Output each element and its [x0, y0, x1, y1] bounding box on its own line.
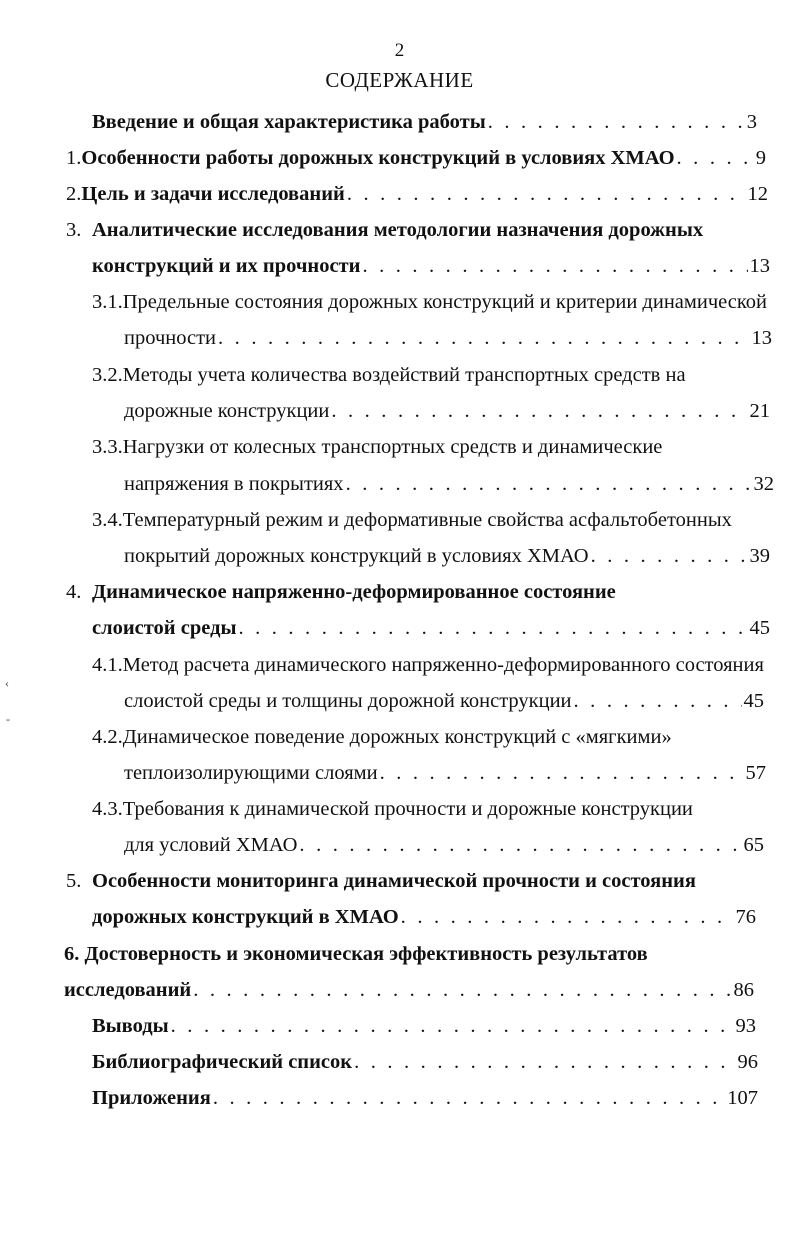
- toc-page-number: 13: [751, 327, 772, 349]
- toc-page-number: 39: [749, 545, 770, 567]
- leader-dots: [347, 180, 746, 208]
- leader-dots: [362, 252, 747, 280]
- toc-entry-text: напряжения в покрытиях: [124, 473, 344, 495]
- toc-entry-text: 3.1.Предельные состояния дорожных конструкций и критерии динамической: [92, 291, 767, 313]
- toc-entry-text: Введение и общая характеристика работы: [92, 111, 486, 133]
- toc-entry-section-3-4-continued[interactable]: [124, 542, 770, 570]
- toc-page-number: 13: [749, 255, 770, 277]
- toc-entry-text: 3.3.Нагрузки от колесных транспортных средств и динамические: [92, 436, 663, 458]
- toc-page-number: 3: [746, 111, 757, 133]
- chapter-number: 1.: [66, 147, 82, 169]
- toc-entry-text: 3.4.Температурный режим и деформативные свойства асфальтобетонных: [92, 509, 732, 531]
- toc-page-number: 93: [735, 1015, 756, 1037]
- toc-entry-section-4-1[interactable]: [92, 651, 764, 679]
- leader-dots: [488, 108, 745, 136]
- toc-entry-text: 4.2.Динамическое поведение дорожных конструкций с «мягкими»: [92, 726, 672, 748]
- leader-dots: [574, 687, 742, 715]
- leader-dots: [401, 903, 734, 931]
- toc-entry-chapter-5[interactable]: [66, 867, 696, 895]
- toc-entry-section-3-1-continued[interactable]: [124, 324, 772, 352]
- leader-dots: [354, 1048, 735, 1076]
- scan-artifact-mark: ‹: [5, 676, 9, 690]
- toc-entry-section-3-3[interactable]: [92, 433, 662, 461]
- toc-page-number: 107: [727, 1087, 758, 1109]
- toc-entry-text: исследований: [64, 979, 192, 1001]
- toc-entry-text: Особенности мониторинга динамической прочности и состояния: [92, 870, 696, 892]
- toc-entry-text: Особенности работы дорожных конструкций в условиях ХМАО: [81, 147, 675, 169]
- toc-entry-chapter-4[interactable]: [66, 578, 616, 606]
- toc-page-number: 76: [735, 906, 756, 928]
- chapter-number: 5.: [66, 870, 82, 892]
- toc-entry-chapter-3[interactable]: [66, 216, 703, 244]
- leader-dots: [218, 324, 749, 352]
- toc-page-number: 12: [747, 183, 768, 205]
- toc-entry-bibliography[interactable]: [92, 1048, 758, 1076]
- toc-page-number: 86: [733, 979, 754, 1001]
- toc-entry-conclusions[interactable]: [92, 1012, 756, 1040]
- toc-entry-chapter-5-continued[interactable]: [92, 903, 756, 931]
- leader-dots: [591, 542, 748, 570]
- leader-dots: [193, 976, 731, 1004]
- toc-entry-text: прочности: [124, 327, 217, 349]
- leader-dots: [677, 144, 754, 172]
- leader-dots: [213, 1084, 725, 1112]
- toc-page-number: 32: [753, 473, 774, 495]
- toc-page-number: 65: [743, 834, 764, 856]
- toc-page-number: 21: [749, 400, 770, 422]
- toc-entry-section-4-2[interactable]: [92, 723, 672, 751]
- toc-entry-text: Аналитические исследования методологии назначения дорожных: [92, 219, 704, 241]
- toc-entry-section-3-2[interactable]: [92, 361, 686, 389]
- toc-entry-text: дорожных конструкций в ХМАО: [92, 906, 399, 928]
- chapter-number: 3.: [66, 219, 82, 241]
- chapter-number: 4.: [66, 581, 82, 603]
- toc-entry-section-3-2-continued[interactable]: [124, 397, 770, 425]
- toc-entry-text: Библиографический список: [92, 1051, 353, 1073]
- toc-entry-text: Динамическое напряженно-деформированное состояние: [92, 581, 616, 603]
- toc-page-number: 45: [749, 617, 770, 639]
- toc-entry-section-3-4[interactable]: [92, 506, 732, 534]
- toc-entry-section-4-3-continued[interactable]: [124, 831, 764, 859]
- leader-dots: [171, 1012, 734, 1040]
- leader-dots: [299, 831, 741, 859]
- toc-entry-text: 3.2.Методы учета количества воздействий транспортных средств на: [92, 364, 686, 386]
- toc-entry-text: Выводы: [92, 1015, 169, 1037]
- toc-entry-text: для условий ХМАО: [124, 834, 298, 856]
- toc-page-number: 57: [745, 762, 766, 784]
- toc-entry-chapter-6-continued[interactable]: [64, 976, 754, 1004]
- toc-entry-chapter-3-continued[interactable]: [92, 252, 770, 280]
- toc-entry-text: слоистой среды и толщины дорожной конструкции: [124, 690, 572, 712]
- toc-entry-chapter-1[interactable]: [66, 144, 766, 172]
- leader-dots: [331, 397, 747, 425]
- toc-entry-chapter-6[interactable]: [64, 940, 648, 968]
- page-title: СОДЕРЖАНИЕ: [325, 68, 474, 92]
- toc-entry-section-4-3[interactable]: [92, 795, 693, 823]
- toc-entry-text: 4.3.Требования к динамической прочности и дорожные конструкции: [92, 798, 693, 820]
- toc-entry-text: теплоизолирующими слоями: [124, 762, 378, 784]
- toc-entry-text: 4.1.Метод расчета динамического напряженно-деформированного состояния: [92, 654, 764, 676]
- toc-entry-section-3-3-continued[interactable]: [124, 470, 774, 498]
- toc-entry-text: дорожные конструкции: [124, 400, 330, 422]
- toc-entry-text: 6. Достоверность и экономическая эффективность результатов: [64, 943, 648, 965]
- toc-entry-text: конструкций и их прочности: [92, 255, 361, 277]
- toc-entry-introduction[interactable]: [92, 108, 757, 136]
- toc-page-number: 96: [737, 1051, 758, 1073]
- toc-entry-text: покрытий дорожных конструкций в условиях ХМАО: [124, 545, 589, 567]
- toc-entry-chapter-4-continued[interactable]: [92, 614, 770, 642]
- toc-page-number: 9: [755, 147, 766, 169]
- toc-entry-text: Цель и задачи исследований: [81, 183, 345, 205]
- toc-entry-chapter-2[interactable]: [66, 180, 768, 208]
- toc-entry-section-4-2-continued[interactable]: [124, 759, 766, 787]
- toc-entry-text: Приложения: [92, 1087, 211, 1109]
- toc-entry-text: слоистой среды: [92, 617, 237, 639]
- leader-dots: [380, 759, 744, 787]
- page-number: 2: [394, 40, 405, 61]
- toc-entry-section-3-1[interactable]: [92, 288, 767, 316]
- leader-dots: [346, 470, 752, 498]
- toc-entry-appendices[interactable]: [92, 1084, 758, 1112]
- toc-page-number: 45: [743, 690, 764, 712]
- toc-entry-section-4-1-continued[interactable]: [124, 687, 764, 715]
- scan-artifact-mark: -: [6, 712, 10, 726]
- leader-dots: [238, 614, 747, 642]
- chapter-number: 2.: [66, 183, 82, 205]
